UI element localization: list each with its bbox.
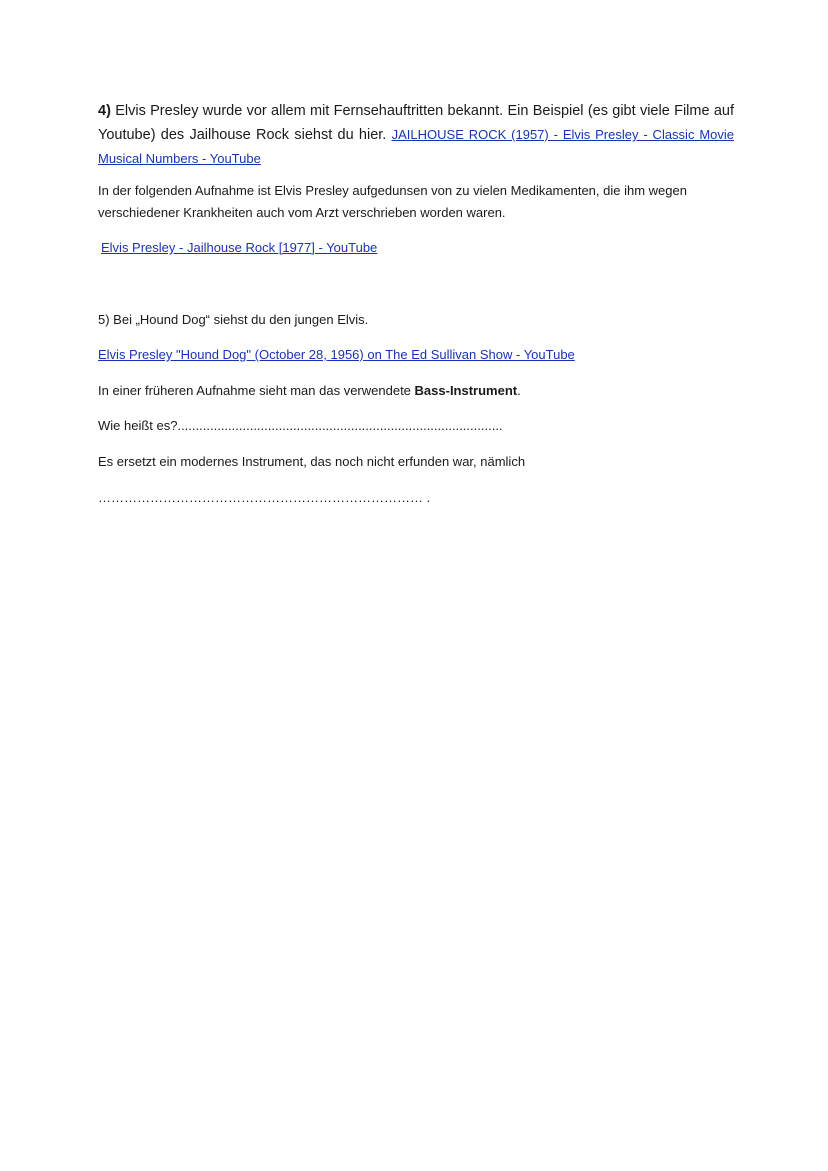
bass-instrument-sentence bbox=[98, 380, 734, 402]
instrument-name-question: Wie heißt es?.......................................................................................... bbox=[98, 418, 503, 433]
question-4 bbox=[98, 99, 734, 171]
bass-sentence-pre: In einer früheren Aufnahme sieht man das verwendete bbox=[98, 383, 415, 398]
answer-line: ………………………………………………………………… . bbox=[98, 490, 431, 505]
question-4-text: Elvis Presley wurde vor allem mit Fernsehauftritten bekannt. Ein Beispiel (es gibt viele Filme auf Youtube) des Jailhouse Rock siehst du hier. bbox=[98, 103, 734, 143]
question-4-number: 4) bbox=[98, 103, 111, 119]
jailhouse-rock-1977-link[interactable]: Elvis Presley - Jailhouse Rock [1977] - YouTube bbox=[101, 240, 378, 255]
hound-dog-link[interactable]: Elvis Presley "Hound Dog" (October 28, 1956) on The Ed Sullivan Show - YouTube bbox=[98, 347, 575, 362]
bass-sentence-bold: Bass-Instrument bbox=[414, 383, 518, 398]
jailhouse-rock-1977-line bbox=[101, 237, 737, 259]
question-5: 5) Bei „Hound Dog“ siehst du den jungen Elvis. bbox=[98, 312, 369, 327]
hound-dog-line bbox=[98, 344, 734, 366]
question-4-paragraph: In der folgenden Aufnahme ist Elvis Presley aufgedunsen von zu vielen Medikamenten, die ihm wegen verschiedener Krankheiten auch vom Arzt verschrieben worden waren. bbox=[98, 183, 687, 220]
bass-sentence-post: . bbox=[517, 383, 521, 398]
jailhouse-rock-1957-link[interactable]: JAILHOUSE ROCK (1957) - Elvis Presley - Classic Movie Musical Numbers - YouTube bbox=[98, 127, 734, 166]
modern-instrument-sentence: Es ersetzt ein modernes Instrument, das noch nicht erfunden war, nämlich bbox=[98, 454, 526, 469]
